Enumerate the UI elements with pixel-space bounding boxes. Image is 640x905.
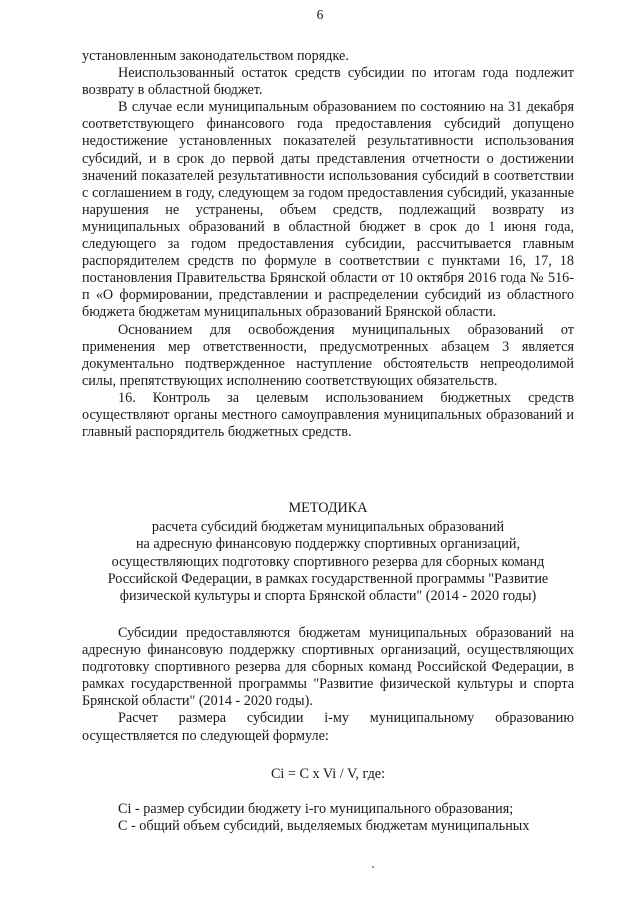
page-number: 6 (316, 7, 324, 22)
methodology-title-line: Российской Федерации, в рамках государственной программы "Развитие (107, 570, 549, 587)
methodology-body (82, 625, 574, 745)
methodology-heading: МЕТОДИКА (288, 500, 368, 516)
body-text (82, 48, 574, 441)
paragraph-unused-balance: Неиспользованный остаток средств субсидии по итогам года подлежит возврату в областной бюджет. (82, 65, 574, 99)
methodology-title-line: на адресную финансовую поддержку спортивных организаций, (135, 536, 521, 553)
paragraph-item-16-control: 16. Контроль за целевым использованием бюджетных средств осуществляют органы местного самоуправления муниципальных образований и главный распорядитель бюджетных средств. (82, 389, 574, 441)
definition-c: С - общий объем субсидий, выделяемых бюджетам муниципальных (118, 818, 530, 835)
paragraph-calculation-intro: Расчет размера субсидии i-му муниципальному образованию осуществляется по следующей формуле: (82, 710, 574, 744)
methodology-title-line: расчета субсидий бюджетам муниципальных образований (151, 519, 505, 536)
subsidy-formula: Ci = C x Vi / V, где: (270, 766, 386, 782)
definition-ci: Ci - размер субсидии бюджету i-го муниципального образования; (118, 801, 514, 817)
paragraph-force-majeure: Основанием для освобождения муниципальных образований от применения мер ответственности, предусмотренных абзацем 3 является документально подтвержденное наступление обстоятельств непреодолимой силы, препятствующих исполнению соответствующих обязательств. (82, 321, 574, 389)
methodology-title-line: физической культуры и спорта Брянской области" (2014 - 2020 годы) (119, 588, 537, 605)
paragraph-legal-order: установленным законодательством порядке. (82, 48, 349, 64)
paragraph-subsidy-purpose: Субсидии предоставляются бюджетам муниципальных образований на адресную финансовую поддержку спортивных организаций, осуществляющих подготовку спортивного резерва для сборных команд Российской Федерации, в рамках государственной программы "Развитие физической культуры и спорта Брянской области" (2014 - 2020 годы). (82, 625, 574, 710)
paragraph-refund-conditions: В случае если муниципальным образованием по состоянию на 31 декабря соответствующего финансового года предоставления субсидий допущено недостижение установленных показателей результативности использования субсидий, и в срок до первой даты представления отчетности о достижении значений показателей результативности использования субсидий в соответствии с соглашением в году, следующем за годом предоставления субсидий, указанные нарушения не устранены, объем средств, подлежащий возврату из муниципальных образований в областной бюджет в срок до 1 июня года, следующего за годом предоставления субсидии, рассчитывается главным распорядителем средств по формуле в соответствии с пунктами 16, 17, 18 постановления Правительства Брянской области от 10 октября 2016 года № 516-п «О формировании, представлении и распределении субсидий из областного бюджета бюджетам муниципальных образований Брянской области. (82, 99, 574, 321)
methodology-title-line: осуществляющих подготовку спортивного резерва для сборных команд (111, 553, 545, 570)
methodology-title-block (82, 500, 574, 605)
formula-definitions (82, 801, 574, 835)
scan-speck (372, 866, 374, 868)
